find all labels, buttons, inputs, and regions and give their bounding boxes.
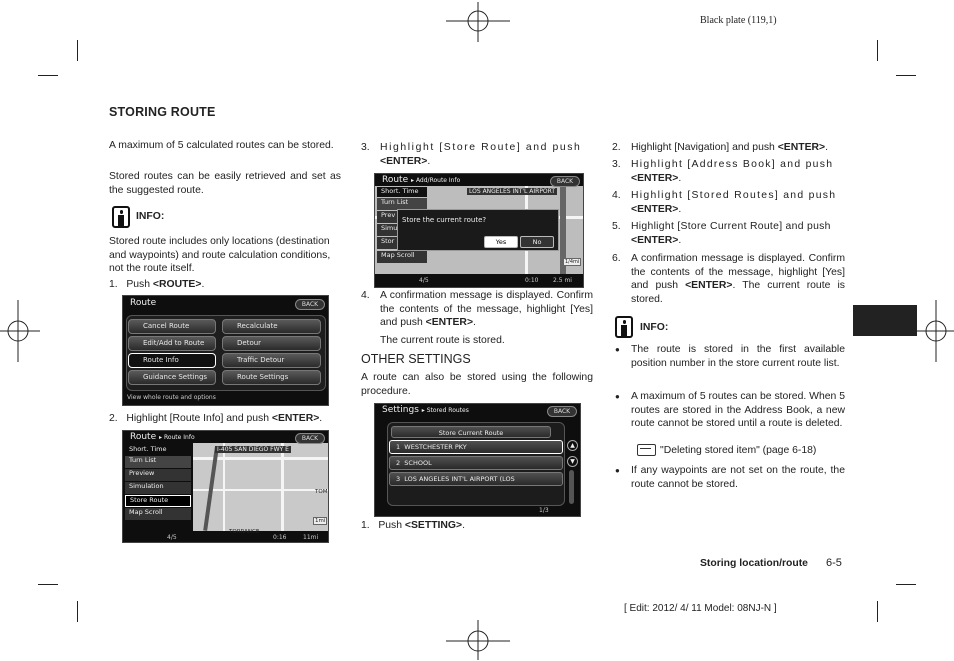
scale-label: 1/4mi xyxy=(565,259,580,265)
row-number: 1 xyxy=(396,443,401,451)
store-route-item[interactable]: Stor xyxy=(377,237,401,249)
registration-mark xyxy=(446,2,510,42)
setting-step-3 xyxy=(631,158,845,185)
stored-route-row[interactable] xyxy=(389,472,563,486)
key-label: <ENTER> xyxy=(685,280,733,292)
step-text: . xyxy=(678,203,682,215)
chapter-tab xyxy=(853,305,917,336)
setting-step-6 xyxy=(631,252,845,306)
step-text-line2 xyxy=(631,203,845,217)
step-2 xyxy=(109,412,349,426)
distance: 2.5 mi xyxy=(553,277,572,284)
step-number: 2. xyxy=(109,413,118,424)
step-text: . The current route is stored. xyxy=(631,280,845,305)
turn-list-item[interactable]: Turn List xyxy=(125,456,191,468)
turn-list-item[interactable]: Turn List xyxy=(377,198,427,210)
reference-link[interactable] xyxy=(637,444,816,456)
back-button[interactable]: BACK xyxy=(295,299,325,310)
crop-mark xyxy=(896,75,916,76)
info-bullet: The route is stored in the first available position number in the store current route list. xyxy=(631,344,845,369)
crop-mark xyxy=(877,40,878,61)
scroll-down-icon[interactable]: ▼ xyxy=(567,456,578,467)
info-bullet: A maximum of 5 routes can be stored. When 5 routes are stored in the Address Book, a new route cannot be stored until a route is deleted. xyxy=(631,391,845,430)
setting-step-5 xyxy=(631,220,845,247)
info-icon xyxy=(112,206,130,228)
crop-mark xyxy=(38,75,58,76)
step-text: Highlight [Stored Routes] and push xyxy=(631,190,837,201)
screen-subtitle-text: Route Info xyxy=(163,434,195,441)
screen-title xyxy=(130,432,195,442)
screen-subtitle: ▸ Add/Route Info xyxy=(411,177,461,184)
step-number: 1. xyxy=(361,520,370,531)
page-indicator: 4/5 xyxy=(419,277,429,284)
step-number: 6. xyxy=(612,253,621,264)
registration-mark xyxy=(914,300,954,362)
step-text: Highlight [Route Info] and push xyxy=(126,413,272,424)
step-text: . xyxy=(427,155,431,167)
back-button[interactable]: BACK xyxy=(550,176,580,187)
bullet-icon: ● xyxy=(615,345,620,354)
step-text: . xyxy=(201,279,205,290)
dialog-message: Store the current route? xyxy=(402,216,487,224)
edit-add-to-route-button[interactable]: Edit/Add to Route xyxy=(128,336,216,351)
reference-text: "Deleting stored item" (page 6-18) xyxy=(660,444,817,456)
key-label: <ENTER> xyxy=(425,317,474,329)
key-label: <ENTER> xyxy=(631,234,679,246)
route-settings-button[interactable]: Route Settings xyxy=(222,370,321,385)
recalculate-button[interactable]: Recalculate xyxy=(222,319,321,334)
route-menu-screen xyxy=(122,295,329,406)
step-text: . xyxy=(462,520,465,531)
eta-time: 0:16 xyxy=(273,534,287,541)
info-label: INFO: xyxy=(640,322,669,333)
map-road xyxy=(281,443,284,531)
map-road xyxy=(223,443,225,531)
scale-label: 1mi xyxy=(315,518,326,524)
preview-item[interactable]: Prev xyxy=(377,211,401,223)
status-text: View whole route and options xyxy=(127,394,216,401)
crop-mark xyxy=(77,40,78,61)
cancel-route-button[interactable]: Cancel Route xyxy=(128,319,216,334)
setting-step-4 xyxy=(631,189,845,216)
setting-step-1 xyxy=(361,519,465,533)
paragraph: A route can also be stored using the following procedure. xyxy=(361,372,593,397)
step-4-text xyxy=(380,289,593,330)
page-indicator: 1/3 xyxy=(539,507,549,514)
info-text: Stored route includes only locations (destination and waypoints) and route calculation conditions, not the route itself. xyxy=(109,236,331,275)
row-name: LOS ANGELES INT'L AIRPORT (LOS xyxy=(404,475,515,483)
step-text-line2 xyxy=(631,172,845,186)
step-text-line2 xyxy=(631,234,845,248)
page-indicator: 4/5 xyxy=(167,534,177,541)
map-road xyxy=(193,489,328,491)
info-icon xyxy=(615,316,633,338)
screen-subtitle: ▸ Route Info xyxy=(159,434,195,441)
registration-mark xyxy=(0,300,40,362)
step-text: . xyxy=(319,413,323,424)
page-number: 6-5 xyxy=(826,557,842,569)
step-number: 2. xyxy=(612,142,621,153)
key-label: <ENTER> xyxy=(271,413,320,424)
key-label: <ENTER> xyxy=(631,203,679,215)
step-3-text xyxy=(380,141,593,168)
step-text: Push xyxy=(126,279,153,290)
stored-routes-screen xyxy=(374,403,581,517)
map-scroll-item[interactable]: Map Scroll xyxy=(377,251,427,263)
step-4-note: The current route is stored. xyxy=(380,335,505,346)
row-number: 2 xyxy=(396,459,401,467)
detour-button[interactable]: Detour xyxy=(222,336,321,351)
back-button[interactable]: BACK xyxy=(547,406,577,417)
poi-label: TOM xyxy=(315,489,328,495)
key-label: <ROUTE> xyxy=(152,279,202,290)
step-text: Highlight [Navigation] and push xyxy=(631,142,778,153)
setting-step-2 xyxy=(631,141,846,155)
step-text: Highlight [Store Current Route] and push xyxy=(631,221,831,232)
pointing-hand-icon xyxy=(637,444,656,456)
store-route-item[interactable]: Store Route xyxy=(125,495,191,507)
subsection-title: OTHER SETTINGS xyxy=(361,352,471,366)
city-label: TORRANCE xyxy=(229,529,260,535)
plate-label: Black plate (119,1) xyxy=(700,15,777,26)
crop-mark xyxy=(877,601,878,622)
store-route-confirm-screen xyxy=(374,173,584,288)
step-number: 3. xyxy=(361,142,370,153)
key-label: <ENTER> xyxy=(631,172,679,184)
screen-title xyxy=(382,405,469,415)
step-text-line2 xyxy=(380,155,593,169)
step-text: . xyxy=(473,317,476,329)
row-name: WESTCHESTER PKY xyxy=(404,443,467,451)
step-text: . xyxy=(678,234,682,246)
route-info-screen xyxy=(122,430,329,543)
step-text: . xyxy=(825,142,828,153)
road-name: I-405 SAN DIEGO FWY E xyxy=(217,446,289,453)
step-text: Push xyxy=(378,520,405,531)
route-option-header: Short. Time xyxy=(377,187,427,197)
map-view xyxy=(193,443,328,535)
simulation-item[interactable]: Simulation xyxy=(125,482,191,494)
stored-route-row[interactable] xyxy=(389,440,563,454)
screen-title xyxy=(382,175,460,185)
step-number: 5. xyxy=(612,221,621,232)
route-info-button[interactable]: Route Info xyxy=(128,353,216,368)
key-label: <SETTING> xyxy=(404,520,463,531)
crop-mark xyxy=(38,584,58,585)
back-button[interactable]: BACK xyxy=(295,433,325,444)
footer-section: Storing location/route xyxy=(700,558,808,569)
registration-mark xyxy=(446,620,510,660)
section-title: STORING ROUTE xyxy=(109,105,216,119)
screen-subtitle: ▸ Stored Routes xyxy=(421,407,469,414)
row-number: 3 xyxy=(396,475,401,483)
key-label: <ENTER> xyxy=(380,155,428,167)
crop-mark xyxy=(77,601,78,622)
preview-item[interactable]: Preview xyxy=(125,469,191,481)
step-text: Highlight [Store Route] and push xyxy=(380,142,582,153)
screen-title-text: Settings xyxy=(382,405,419,415)
step-text: A confirmation message is displayed. Confirm the contents of the message, highlight [Yes] and push xyxy=(631,253,845,292)
step-1 xyxy=(109,278,341,292)
step-text: A confirmation message is displayed. Confirm the contents of the message, highlight [Yes] and push xyxy=(380,290,593,329)
step-number: 4. xyxy=(361,290,370,301)
screen-subtitle-text: Stored Routes xyxy=(426,407,469,414)
step-number: 1. xyxy=(109,279,118,290)
info-bullet: If any waypoints are not set on the route, the route cannot be stored. xyxy=(631,465,845,490)
row-name: SCHOOL xyxy=(404,459,432,467)
simulation-item[interactable]: Simu xyxy=(377,224,401,236)
no-button[interactable]: No xyxy=(520,236,554,248)
route-option-header: Short. Time xyxy=(129,445,167,453)
step-text: Highlight [Address Book] and push xyxy=(631,159,834,170)
screen-title-text: Route xyxy=(130,432,157,442)
paragraph: A maximum of 5 calculated routes can be stored. xyxy=(109,140,334,151)
scrollbar[interactable] xyxy=(569,470,574,504)
eta-time: 0:10 xyxy=(525,277,539,284)
map-scroll-item[interactable]: Map Scroll xyxy=(125,508,191,520)
confirm-dialog xyxy=(397,209,559,251)
scroll-up-icon[interactable]: ▲ xyxy=(567,440,578,451)
step-number: 4. xyxy=(612,190,621,201)
screen-title-text: Route xyxy=(382,175,409,185)
crop-mark xyxy=(896,584,916,585)
key-label: <ENTER> xyxy=(777,142,826,153)
info-label: INFO: xyxy=(136,211,165,222)
guidance-settings-button[interactable]: Guidance Settings xyxy=(128,370,216,385)
distance: 11mi xyxy=(303,534,319,541)
yes-button[interactable]: Yes xyxy=(484,236,518,248)
edit-info: [ Edit: 2012/ 4/ 11 Model: 08NJ-N ] xyxy=(624,603,777,614)
traffic-detour-button[interactable]: Traffic Detour xyxy=(222,353,321,368)
screen-title: Route xyxy=(130,298,157,308)
paragraph: Stored routes can be easily retrieved and set as the suggested route. xyxy=(109,171,341,196)
step-number: 3. xyxy=(612,159,621,170)
step-text: . xyxy=(678,172,682,184)
bullet-icon: ● xyxy=(615,466,620,475)
screen-subtitle-text: Add/Route Info xyxy=(415,177,461,184)
store-current-route-button[interactable]: Store Current Route xyxy=(391,426,551,438)
stored-route-row[interactable] xyxy=(389,456,563,470)
road-name: LOS ANGELES INT'L AIRPORT xyxy=(469,188,556,195)
bullet-icon: ● xyxy=(615,392,620,401)
